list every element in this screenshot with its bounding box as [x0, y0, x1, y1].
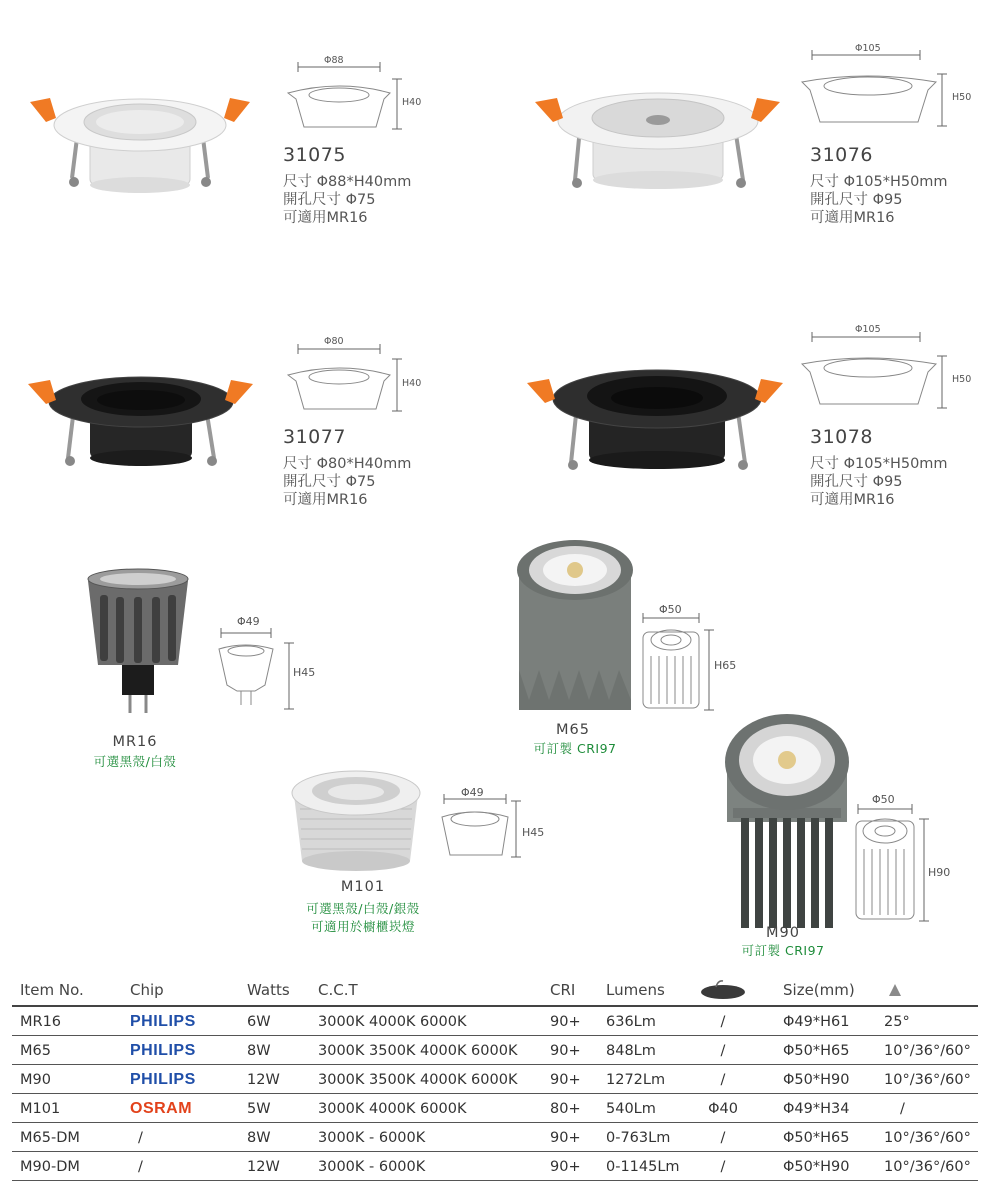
- cell-beam: 10°/36°/60°: [884, 1130, 971, 1146]
- m65-note: 可訂製 CRI97: [533, 741, 617, 756]
- fixture-31075-drawing: [280, 55, 410, 140]
- m90-note: 可訂製 CRI97: [741, 943, 825, 958]
- fixture-31075-cutout: 開孔尺寸 Φ75: [283, 192, 376, 208]
- cell-size: Φ49*H61: [783, 1014, 850, 1030]
- cell-size: Φ50*H65: [783, 1043, 850, 1059]
- cell-beam: 10°/36°/60°: [884, 1043, 971, 1059]
- m65-name: M65: [556, 722, 590, 738]
- fixture-31078-height-label: H50: [952, 374, 972, 385]
- cell-beam: 25°: [884, 1014, 910, 1030]
- fixture-31078-fits: 可適用MR16: [810, 492, 895, 508]
- fixture-31076-dia-label: Φ105: [855, 43, 881, 54]
- fixture-31078-specs: [810, 455, 948, 509]
- cell-lumens: 1272Lm: [606, 1072, 666, 1088]
- table-row: [12, 1096, 978, 1123]
- table-row: [12, 1125, 978, 1152]
- cell-cri: 90+: [550, 1072, 581, 1088]
- table-row: [12, 1009, 978, 1036]
- cell-cct: 3000K 3500K 4000K 6000K: [318, 1043, 518, 1059]
- chip-brand-philips: PHILIPS: [130, 1042, 196, 1059]
- cell-cct: 3000K - 6000K: [318, 1130, 426, 1146]
- cell-cutout: /: [720, 1014, 726, 1030]
- cell-lumens: 540Lm: [606, 1101, 656, 1117]
- cell-cutout: Φ40: [708, 1101, 738, 1117]
- cell-cri: 90+: [550, 1130, 581, 1146]
- cell-cri: 90+: [550, 1159, 581, 1175]
- fixture-31077-size: 尺寸 Φ80*H40mm: [283, 456, 412, 472]
- cell-watts: 6W: [247, 1014, 271, 1030]
- cell-size: Φ49*H34: [783, 1101, 850, 1117]
- cell-cri: 90+: [550, 1043, 581, 1059]
- cell-item: MR16: [20, 1014, 62, 1030]
- cell-cct: 3000K 4000K 6000K: [318, 1014, 467, 1030]
- m101-note-shell: 可選黑殼/白殼/銀殼: [306, 901, 420, 916]
- fixture-31078-code: 31078: [810, 426, 873, 448]
- fixture-31075-specs: [283, 173, 411, 227]
- cell-cutout: /: [720, 1130, 726, 1146]
- m90-height-label: H90: [928, 866, 951, 879]
- table-body: [12, 1009, 978, 1181]
- fixture-31077-dia-label: Φ80: [324, 336, 344, 347]
- header-watts: Watts: [247, 981, 290, 999]
- fixture-31078-size: 尺寸 Φ105*H50mm: [810, 456, 948, 472]
- cell-cri: 90+: [550, 1014, 581, 1030]
- fixture-31077-cutout: 開孔尺寸 Φ75: [283, 474, 376, 490]
- cell-cutout: /: [720, 1072, 726, 1088]
- cell-size: Φ50*H90: [783, 1159, 850, 1175]
- mr16-name: MR16: [112, 734, 158, 750]
- chip-brand-osram: OSRAM: [130, 1100, 193, 1117]
- fixture-31075-photo: [30, 90, 250, 205]
- cell-item: M90: [20, 1072, 51, 1088]
- m65-photo: [515, 540, 635, 715]
- m101-name: M101: [340, 879, 386, 895]
- m90-drawing: [852, 803, 937, 933]
- table-row: [12, 1038, 978, 1065]
- m65-drawing: [637, 612, 717, 717]
- cell-item: M90-DM: [20, 1159, 80, 1175]
- cell-cutout: /: [720, 1159, 726, 1175]
- mr16-drawing: [215, 625, 300, 720]
- header-chip: Chip: [130, 981, 164, 999]
- cell-lumens: 636Lm: [606, 1014, 656, 1030]
- cell-lumens: 848Lm: [606, 1043, 656, 1059]
- fixture-31077-specs: [283, 455, 411, 509]
- fixture-31078-cutout: 開孔尺寸 Φ95: [810, 474, 903, 490]
- cell-chip: /: [138, 1159, 143, 1175]
- header-size: Size(mm): [783, 981, 855, 999]
- cell-item: M101: [20, 1101, 61, 1117]
- fixture-31077-code: 31077: [283, 426, 346, 448]
- cell-cct: 3000K - 6000K: [318, 1159, 426, 1175]
- fixture-31076-cutout: 開孔尺寸 Φ95: [810, 192, 903, 208]
- cell-lumens: 0-1145Lm: [606, 1159, 680, 1175]
- cell-lumens: 0-763Lm: [606, 1130, 671, 1146]
- fixture-31075-size: 尺寸 Φ88*H40mm: [283, 174, 412, 190]
- fixture-31076-drawing: [800, 42, 950, 137]
- cell-size: Φ50*H90: [783, 1072, 850, 1088]
- fixture-31077-drawing: [280, 337, 410, 422]
- header-cri: CRI: [550, 981, 576, 999]
- mr16-dia-label: Φ49: [237, 615, 260, 628]
- fixture-31075-code: 31075: [283, 144, 346, 166]
- header-lumens: Lumens: [606, 981, 665, 999]
- fixture-31076-photo: [535, 88, 780, 203]
- mr16-photo: [82, 565, 194, 720]
- cell-watts: 8W: [247, 1130, 271, 1146]
- fixture-31076-size: 尺寸 Φ105*H50mm: [810, 174, 948, 190]
- spec-table: [12, 975, 978, 1181]
- m101-photo: [286, 765, 426, 880]
- cell-chip: /: [138, 1130, 143, 1146]
- table-row: [12, 1067, 978, 1094]
- table-header: [12, 975, 978, 1007]
- m101-drawing: [438, 795, 528, 870]
- cutout-disc-icon: [698, 975, 748, 1005]
- cell-item: M65-DM: [20, 1130, 80, 1146]
- fixture-31075-dia-label: Φ88: [324, 55, 344, 66]
- chip-brand-philips: PHILIPS: [130, 1071, 196, 1088]
- table-row: [12, 1154, 978, 1181]
- fixture-31077-height-label: H40: [402, 378, 422, 389]
- fixture-31076-height-label: H50: [952, 92, 972, 103]
- m101-dia-label: Φ49: [461, 786, 484, 799]
- m90-photo: [723, 712, 851, 935]
- fixture-31075-fits: 可適用MR16: [283, 210, 368, 226]
- m101-note-usage: 可適用於櫥櫃崁燈: [310, 919, 415, 934]
- cell-watts: 5W: [247, 1101, 271, 1117]
- cell-beam: 10°/36°/60°: [884, 1159, 971, 1175]
- fixture-31076-specs: [810, 173, 948, 227]
- fixture-31078-dia-label: Φ105: [855, 324, 881, 335]
- cell-watts: 8W: [247, 1043, 271, 1059]
- cell-watts: 12W: [247, 1072, 280, 1088]
- mr16-note: 可選黑殼/白殼: [93, 754, 177, 769]
- cell-cct: 3000K 4000K 6000K: [318, 1101, 467, 1117]
- m101-height-label: H45: [522, 826, 545, 839]
- m65-height-label: H65: [714, 659, 737, 672]
- m90-dia-label: Φ50: [872, 793, 895, 806]
- cell-beam: /: [900, 1101, 905, 1117]
- fixture-31076-code: 31076: [810, 144, 873, 166]
- fixture-31075-height-label: H40: [402, 97, 422, 108]
- cell-cutout: /: [720, 1043, 726, 1059]
- m65-dia-label: Φ50: [659, 603, 682, 616]
- cell-cri: 80+: [550, 1101, 581, 1117]
- header-cct: C.C.T: [318, 981, 358, 999]
- fixture-31077-photo: [28, 370, 253, 475]
- fixture-31076-fits: 可適用MR16: [810, 210, 895, 226]
- fixture-31077-fits: 可適用MR16: [283, 492, 368, 508]
- m101-note: [283, 900, 443, 936]
- cell-size: Φ50*H65: [783, 1130, 850, 1146]
- m90-name: M90: [766, 925, 800, 941]
- cell-cct: 3000K 3500K 4000K 6000K: [318, 1072, 518, 1088]
- chip-brand-philips: PHILIPS: [130, 1013, 196, 1030]
- header-item: Item No.: [20, 981, 84, 999]
- fixture-31078-drawing: [800, 324, 950, 419]
- fixture-31078-photo: [525, 365, 785, 480]
- cell-item: M65: [20, 1043, 51, 1059]
- cell-watts: 12W: [247, 1159, 280, 1175]
- mr16-height-label: H45: [293, 666, 316, 679]
- beam-angle-icon: [887, 975, 903, 1005]
- cell-beam: 10°/36°/60°: [884, 1072, 971, 1088]
